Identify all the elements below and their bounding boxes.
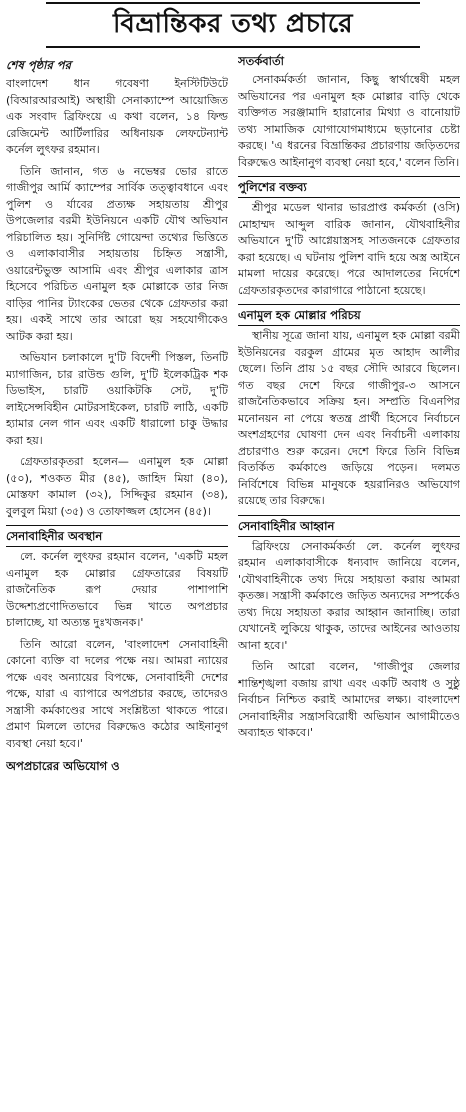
paragraph: গ্রেফতারকৃতরা হলেন— এনামুল হক মোল্লা (৫০), শওকত মীর (৪৫), জাহিদ মিয়া (৪০), মোস্তফা কামাল (৩২), সিদ্দিকুর রহমান (৩৪), বুলবুল মিয়া (৩৫) ও তোফাজ্জল হোসেন (৪৫)। bbox=[6, 455, 228, 518]
paragraph: বাংলাদেশ ধান গবেষণা ইনস্টিটিউটে (বিআরআরআই) অস্থায়ী সেনাক্যাম্পে আয়োজিত এক সংবাদ ব্রিফিংয়ে এ কথা বলেন, ১৪ ফিল্ড রেজিমেন্ট আর্টিলারির অধিনায়ক লেফটেন্যান্ট কর্নেল লুৎফর রহমান। bbox=[6, 77, 228, 156]
paragraph: তিনি আরো বলেন, 'বাংলাদেশ সেনাবাহিনী কোনো ব্যক্তি বা দলের পক্ষে নয়। আমরা ন্যায়ের পক্ষে এবং অন্যায়ের বিপক্ষে, সেনাবাহিনী দেশের পক্ষে, যারা এ ব্যাপারে অপপ্রচার করছে, তাদেরও সন্ত্রাসী কর্মকাণ্ডের সাথে সংশ্লিষ্টতা থাকতে পারে। প্রমাণ মিললে তাদের বিরুদ্ধেও কঠোর আইনানুগ ব্যবস্থা নেয়া হবে।' bbox=[6, 637, 228, 750]
subheading: সতর্কবার্তা bbox=[238, 54, 284, 68]
paragraph: শ্রীপুর মডেল থানার ভারপ্রাপ্ত কর্মকর্তা (ওসি) মোহাম্মদ আব্দুল বারিক জানান, যৌথবাহিনীর অভিযানে দু'টি আগ্নেয়াস্ত্রসহ সাতজনকে গ্রেফতার করা হয়েছে। এ ঘটনায় পুলিশ বাদি হয়ে অস্ত্র আইনে মামলা দায়ের করেছে। পরে আদালতের নির্দেশে গ্রেফতারকৃতদের কারাগারে পাঠানো হয়েছে। bbox=[238, 201, 460, 297]
subheading: অপপ্রচারের অভিযোগ ও bbox=[6, 759, 120, 773]
paragraph: তিনি আরো বলেন, 'গাজীপুর জেলার শান্তিশৃঙ্খলা বজায় রাখা এবং একটি অবাধ ও সুষ্ঠু নির্বাচন নিশ্চিত করাই আমাদের লক্ষ্য। বাংলাদেশ সেনাবাহিনীর সন্ত্রাসবিরোধী অভিযান আগামীতেও অব্যাহত থাকবে।' bbox=[238, 660, 460, 739]
subheading: সেনাবাহিনীর আহ্বান bbox=[238, 515, 460, 537]
continued-label: শেষ পৃষ্ঠার পর bbox=[6, 58, 71, 72]
subheading: পুলিশের বক্তব্য bbox=[238, 176, 460, 198]
subheading: সেনাবাহিনীর অবস্থান bbox=[6, 525, 228, 547]
right-column bbox=[238, 52, 460, 777]
paragraph: তিনি জানান, গত ৬ নভেম্বর ভোর রাতে গাজীপুর আর্মি ক্যাম্পের সার্বিক তত্ত্বাবধানে এবং পুলিশ ও র্যাবের প্রত্যক্ষ সহায়তায় শ্রীপুর উপজেলার বরমী ইউনিয়নে একটি যৌথ অভিযান পরিচালিত হয়। সুনির্দিষ্ট গোয়েন্দা তথ্যের ভিত্তিতে ও এলাকাবাসীর সহায়তায় চিহ্নিত সন্ত্রাসী, ওয়ারেন্টভুক্ত আসামি এবং শ্রীপুর এলাকার ত্রাস হিসেবে পরিচিত এনামুল হক মোল্লাকে তার নিজ বাড়ির পানির ট্যাংকের ভেতর থেকে গ্রেফতার করা হয়। একই সাথে তার আরো ছয় সহযোগীকেও আটক করা হয়। bbox=[6, 164, 228, 343]
paragraph: স্থানীয় সূত্রে জানা যায়, এনামুল হক মোল্লা বরমী ইউনিয়নের বরকুল গ্রামের মৃত আহাদ আলীর ছেলে। তিনি প্রায় ১৫ বছর সৌদি আরবে ছিলেন। গত বছর দেশে ফিরে গাজীপুর-৩ আসনে রাজনৈতিকভাবে সক্রিয় হন। সম্প্রতি বিএনপির মনোনয়ন না পেয়ে স্বতন্ত্র প্রার্থী হিসেবে নির্বাচনে অংশগ্রহণের ঘোষণা দেন এবং নির্বাচনী এলাকায় প্রচারণাও শুরু করেন। দেশে ফিরে তিনি বিভিন্ন বিতর্কিত কর্মকাণ্ডে জড়িয়ে পড়েন। দলমত নির্বিশেষে বিভিন্ন মানুষকে হয়রানিরও অভিযোগ রয়েছে তার বিরুদ্ধে। bbox=[238, 329, 460, 507]
paragraph: অভিযান চলাকালে দু'টি বিদেশী পিস্তল, তিনটি ম্যাগাজিন, চার রাউন্ড গুলি, দু'টি ইলেকট্রিক শক ডিভাইস, চারটি ওয়াকিটকি সেট, দু'টি লাইসেন্সবিহীন মোটরসাইকেল, চারটি লাঠি, একটি হ্যামার নেল গান এবং একটি ধারালো চাকু উদ্ধার করা হয়। bbox=[6, 351, 228, 447]
subheading: এনামুল হক মোল্লার পরিচয় bbox=[238, 304, 460, 326]
paragraph: লে. কর্নেল লুৎফর রহমান বলেন, 'একটি মহল এনামুল হক মোল্লার গ্রেফতারের বিষয়টি রাজনৈতিক রূপ দেয়ার পাশাপাশি উদ্দেশ্যপ্রণোদিতভাবে ভিন্ন খাতে অপপ্রচার চালাচ্ছে, যা অত্যন্ত দুঃখজনক।' bbox=[6, 550, 228, 629]
news-clipping bbox=[0, 2, 466, 1112]
article-columns bbox=[6, 52, 460, 777]
headline: বিভ্রান্তিকর তথ্য প্রচারে bbox=[46, 2, 420, 48]
paragraph: ব্রিফিংয়ে সেনাকর্মকর্তা লে. কর্নেল লুৎফর রহমান এলাকাবাসীকে ধন্যবাদ জানিয়ে বলেন, 'যৌথবাহিনীকে তথ্য দিয়ে সহায়তা করায় আমরা কৃতজ্ঞ। সন্ত্রাসী কর্মকাণ্ডে জড়িত অন্যদের সম্পর্কেও তথ্য দিয়ে সহায়তা করার আহ্বান জানাচ্ছি। তারা যেখানেই লুকিয়ে থাকুক, তাদের আইনের আওতায় আনা হবে।' bbox=[238, 539, 460, 652]
left-column bbox=[6, 52, 228, 777]
paragraph: সেনাকর্মকর্তা জানান, কিছু স্বার্থান্বেষী মহল অভিযানের পর এনামুল হক মোল্লার বাড়ি থেকে ব্যক্তিগত সরঞ্জামাদি হারানোর মিথ্যা ও বানোয়াট তথ্য সামাজিক যোগাযোগমাধ্যমে ছড়ানোর চেষ্টা করছে। 'এ ধরনের বিভ্রান্তিকর প্রচারণায় জড়িতদের বিরুদ্ধেও আইনানুগ ব্যবস্থা নেয়া হবে,' বলেন তিনি। bbox=[238, 73, 460, 169]
